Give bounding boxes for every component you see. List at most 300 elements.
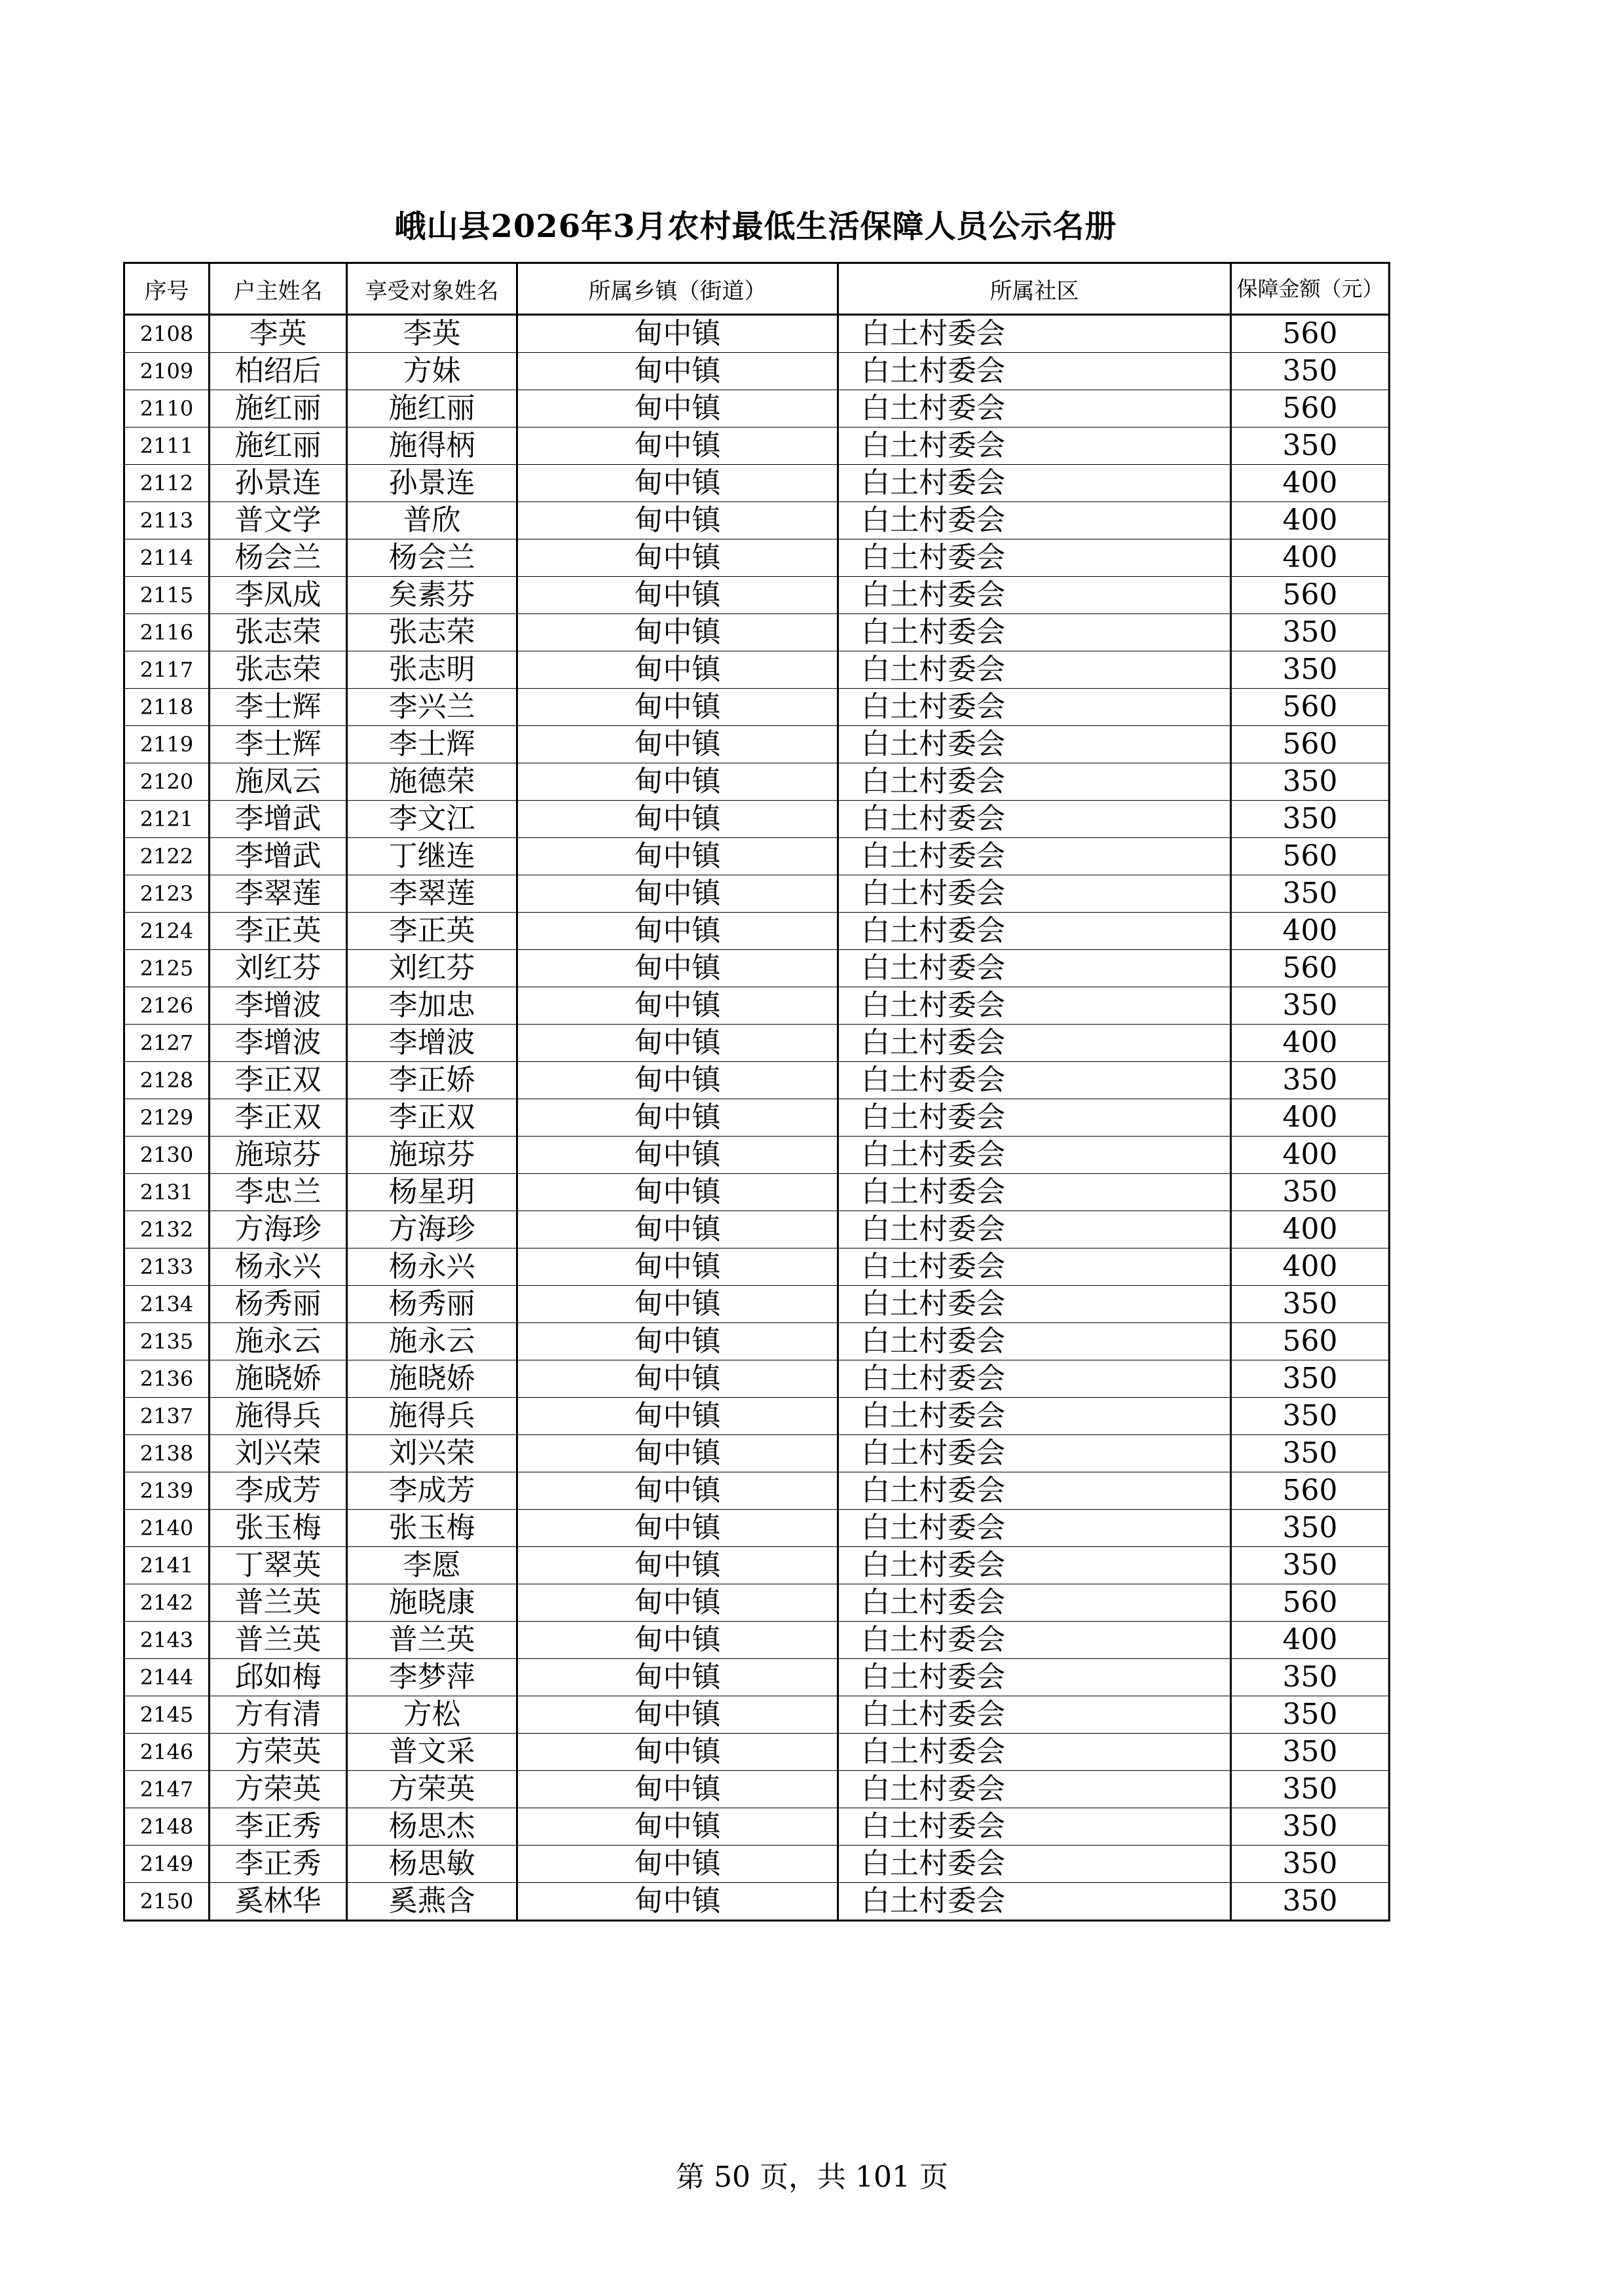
township-cell: 甸中镇 (517, 1659, 838, 1696)
beneficiary-cell: 施晓康 (347, 1584, 517, 1622)
amount-cell: 350 (1231, 1808, 1390, 1846)
table-row (124, 502, 1390, 539)
seq-cell: 2145 (124, 1696, 210, 1734)
seq-cell: 2143 (124, 1622, 210, 1659)
seq-cell: 2147 (124, 1771, 210, 1808)
seq-cell: 2122 (124, 838, 210, 875)
community-cell: 白土村委会 (838, 838, 1231, 875)
seq-cell: 2128 (124, 1062, 210, 1099)
seq-cell: 2110 (124, 390, 210, 428)
beneficiary-cell: 杨思杰 (347, 1808, 517, 1846)
community-cell: 白土村委会 (838, 1696, 1231, 1734)
beneficiary-cell: 李成芳 (347, 1472, 517, 1510)
amount-cell: 560 (1231, 838, 1390, 875)
household-head-cell: 李成芳 (210, 1472, 347, 1510)
beneficiary-cell: 刘兴荣 (347, 1435, 517, 1472)
township-cell: 甸中镇 (517, 763, 838, 801)
township-cell: 甸中镇 (517, 1472, 838, 1510)
household-head-cell: 邱如梅 (210, 1659, 347, 1696)
household-head-cell: 方荣英 (210, 1771, 347, 1808)
header-amount: 保障金额（元） (1231, 263, 1390, 315)
seq-cell: 2129 (124, 1099, 210, 1137)
beneficiary-cell: 刘红芬 (347, 950, 517, 987)
table-row (124, 577, 1390, 614)
household-head-cell: 奚林华 (210, 1883, 347, 1921)
community-cell: 白土村委会 (838, 1846, 1231, 1883)
community-cell: 白土村委会 (838, 651, 1231, 689)
amount-cell: 350 (1231, 1435, 1390, 1472)
seq-cell: 2134 (124, 1286, 210, 1323)
township-cell: 甸中镇 (517, 1808, 838, 1846)
beneficiary-cell: 张志荣 (347, 614, 517, 651)
township-cell: 甸中镇 (517, 1584, 838, 1622)
seq-cell: 2108 (124, 315, 210, 353)
table-row (124, 353, 1390, 390)
community-cell: 白土村委会 (838, 1584, 1231, 1622)
amount-cell: 560 (1231, 315, 1390, 353)
community-cell: 白土村委会 (838, 315, 1231, 353)
beneficiary-cell: 普兰英 (347, 1622, 517, 1659)
beneficiary-cell: 李梦萍 (347, 1659, 517, 1696)
amount-cell: 350 (1231, 987, 1390, 1025)
beneficiary-cell: 李兴兰 (347, 689, 517, 726)
amount-cell: 560 (1231, 390, 1390, 428)
roster-table (123, 262, 1390, 1922)
township-cell: 甸中镇 (517, 1360, 838, 1398)
beneficiary-cell: 施琼芬 (347, 1137, 517, 1174)
township-cell: 甸中镇 (517, 502, 838, 539)
beneficiary-cell: 杨星玥 (347, 1174, 517, 1211)
beneficiary-cell: 方松 (347, 1696, 517, 1734)
amount-cell: 560 (1231, 1323, 1390, 1360)
township-cell: 甸中镇 (517, 1622, 838, 1659)
table-row (124, 1174, 1390, 1211)
header-row (124, 263, 1390, 315)
community-cell: 白土村委会 (838, 1025, 1231, 1062)
table-row (124, 1584, 1390, 1622)
household-head-cell: 李士辉 (210, 726, 347, 763)
seq-cell: 2121 (124, 801, 210, 838)
seq-cell: 2150 (124, 1883, 210, 1921)
table-row (124, 1062, 1390, 1099)
community-cell: 白土村委会 (838, 1360, 1231, 1398)
township-cell: 甸中镇 (517, 465, 838, 502)
community-cell: 白土村委会 (838, 1211, 1231, 1248)
township-cell: 甸中镇 (517, 1025, 838, 1062)
community-cell: 白土村委会 (838, 1062, 1231, 1099)
amount-cell: 350 (1231, 1398, 1390, 1435)
township-cell: 甸中镇 (517, 1696, 838, 1734)
header-household-head: 户主姓名 (210, 263, 347, 315)
beneficiary-cell: 方海珍 (347, 1211, 517, 1248)
beneficiary-cell: 李加忠 (347, 987, 517, 1025)
township-cell: 甸中镇 (517, 1323, 838, 1360)
table-row (124, 390, 1390, 428)
community-cell: 白土村委会 (838, 465, 1231, 502)
beneficiary-cell: 杨会兰 (347, 539, 517, 577)
township-cell: 甸中镇 (517, 651, 838, 689)
seq-cell: 2135 (124, 1323, 210, 1360)
township-cell: 甸中镇 (517, 1248, 838, 1286)
beneficiary-cell: 李英 (347, 315, 517, 353)
amount-cell: 350 (1231, 875, 1390, 913)
household-head-cell: 李增武 (210, 838, 347, 875)
beneficiary-cell: 施得兵 (347, 1398, 517, 1435)
amount-cell: 400 (1231, 539, 1390, 577)
seq-cell: 2139 (124, 1472, 210, 1510)
amount-cell: 400 (1231, 913, 1390, 950)
amount-cell: 350 (1231, 1062, 1390, 1099)
household-head-cell: 李士辉 (210, 689, 347, 726)
table-row (124, 726, 1390, 763)
household-head-cell: 李正英 (210, 913, 347, 950)
table-row (124, 950, 1390, 987)
seq-cell: 2140 (124, 1510, 210, 1547)
table-row (124, 614, 1390, 651)
household-head-cell: 方海珍 (210, 1211, 347, 1248)
amount-cell: 560 (1231, 1584, 1390, 1622)
community-cell: 白土村委会 (838, 428, 1231, 465)
township-cell: 甸中镇 (517, 1099, 838, 1137)
beneficiary-cell: 李翠莲 (347, 875, 517, 913)
township-cell: 甸中镇 (517, 1547, 838, 1584)
amount-cell: 350 (1231, 1771, 1390, 1808)
amount-cell: 350 (1231, 1286, 1390, 1323)
household-head-cell: 李英 (210, 315, 347, 353)
township-cell: 甸中镇 (517, 987, 838, 1025)
beneficiary-cell: 普欣 (347, 502, 517, 539)
household-head-cell: 施琼芬 (210, 1137, 347, 1174)
seq-cell: 2132 (124, 1211, 210, 1248)
township-cell: 甸中镇 (517, 689, 838, 726)
township-cell: 甸中镇 (517, 1510, 838, 1547)
seq-cell: 2120 (124, 763, 210, 801)
community-cell: 白土村委会 (838, 1622, 1231, 1659)
township-cell: 甸中镇 (517, 1771, 838, 1808)
amount-cell: 560 (1231, 726, 1390, 763)
seq-cell: 2126 (124, 987, 210, 1025)
community-cell: 白土村委会 (838, 539, 1231, 577)
beneficiary-cell: 杨思敏 (347, 1846, 517, 1883)
household-head-cell: 刘兴荣 (210, 1435, 347, 1472)
table-row (124, 1696, 1390, 1734)
beneficiary-cell: 孙景连 (347, 465, 517, 502)
seq-cell: 2123 (124, 875, 210, 913)
header-seq: 序号 (124, 263, 210, 315)
header-township: 所属乡镇（街道） (517, 263, 838, 315)
township-cell: 甸中镇 (517, 950, 838, 987)
table-row (124, 539, 1390, 577)
township-cell: 甸中镇 (517, 838, 838, 875)
amount-cell: 560 (1231, 1472, 1390, 1510)
township-cell: 甸中镇 (517, 913, 838, 950)
community-cell: 白土村委会 (838, 801, 1231, 838)
township-cell: 甸中镇 (517, 315, 838, 353)
household-head-cell: 李正双 (210, 1099, 347, 1137)
seq-cell: 2124 (124, 913, 210, 950)
township-cell: 甸中镇 (517, 726, 838, 763)
seq-cell: 2148 (124, 1808, 210, 1846)
amount-cell: 350 (1231, 801, 1390, 838)
amount-cell: 350 (1231, 1659, 1390, 1696)
seq-cell: 2149 (124, 1846, 210, 1883)
household-head-cell: 孙景连 (210, 465, 347, 502)
table-row (124, 1622, 1390, 1659)
community-cell: 白土村委会 (838, 689, 1231, 726)
seq-cell: 2136 (124, 1360, 210, 1398)
amount-cell: 350 (1231, 353, 1390, 390)
beneficiary-cell: 李士辉 (347, 726, 517, 763)
beneficiary-cell: 杨永兴 (347, 1248, 517, 1286)
seq-cell: 2131 (124, 1174, 210, 1211)
household-head-cell: 丁翠英 (210, 1547, 347, 1584)
table-row (124, 913, 1390, 950)
header-beneficiary: 享受对象姓名 (347, 263, 517, 315)
beneficiary-cell: 李愿 (347, 1547, 517, 1584)
household-head-cell: 李正秀 (210, 1808, 347, 1846)
seq-cell: 2118 (124, 689, 210, 726)
amount-cell: 400 (1231, 1248, 1390, 1286)
township-cell: 甸中镇 (517, 428, 838, 465)
township-cell: 甸中镇 (517, 1286, 838, 1323)
household-head-cell: 施凤云 (210, 763, 347, 801)
household-head-cell: 李正秀 (210, 1846, 347, 1883)
header-community: 所属社区 (838, 263, 1231, 315)
beneficiary-cell: 奚燕含 (347, 1883, 517, 1921)
seq-cell: 2127 (124, 1025, 210, 1062)
table-row (124, 1211, 1390, 1248)
amount-cell: 400 (1231, 1622, 1390, 1659)
beneficiary-cell: 施得柄 (347, 428, 517, 465)
township-cell: 甸中镇 (517, 614, 838, 651)
amount-cell: 400 (1231, 1211, 1390, 1248)
township-cell: 甸中镇 (517, 390, 838, 428)
table-row (124, 651, 1390, 689)
community-cell: 白土村委会 (838, 1174, 1231, 1211)
community-cell: 白土村委会 (838, 1883, 1231, 1921)
household-head-cell: 李增波 (210, 1025, 347, 1062)
community-cell: 白土村委会 (838, 1398, 1231, 1435)
amount-cell: 400 (1231, 1099, 1390, 1137)
table-row (124, 1137, 1390, 1174)
township-cell: 甸中镇 (517, 1846, 838, 1883)
community-cell: 白土村委会 (838, 502, 1231, 539)
township-cell: 甸中镇 (517, 875, 838, 913)
table-row (124, 1398, 1390, 1435)
household-head-cell: 普文学 (210, 502, 347, 539)
page-footer: 第 50 页，共 101 页 (676, 2160, 948, 2194)
beneficiary-cell: 张志明 (347, 651, 517, 689)
township-cell: 甸中镇 (517, 353, 838, 390)
seq-cell: 2130 (124, 1137, 210, 1174)
table-row (124, 315, 1390, 353)
table-row (124, 1510, 1390, 1547)
seq-cell: 2114 (124, 539, 210, 577)
table-row (124, 1099, 1390, 1137)
community-cell: 白土村委会 (838, 1472, 1231, 1510)
household-head-cell: 施晓娇 (210, 1360, 347, 1398)
community-cell: 白土村委会 (838, 577, 1231, 614)
community-cell: 白土村委会 (838, 353, 1231, 390)
amount-cell: 350 (1231, 1547, 1390, 1584)
amount-cell: 350 (1231, 614, 1390, 651)
community-cell: 白土村委会 (838, 1659, 1231, 1696)
beneficiary-cell: 李正英 (347, 913, 517, 950)
amount-cell: 400 (1231, 1137, 1390, 1174)
township-cell: 甸中镇 (517, 1174, 838, 1211)
beneficiary-cell: 李文江 (347, 801, 517, 838)
table-row (124, 801, 1390, 838)
beneficiary-cell: 丁继连 (347, 838, 517, 875)
household-head-cell: 杨会兰 (210, 539, 347, 577)
table-row (124, 1734, 1390, 1771)
beneficiary-cell: 普文采 (347, 1734, 517, 1771)
seq-cell: 2113 (124, 502, 210, 539)
township-cell: 甸中镇 (517, 1734, 838, 1771)
township-cell: 甸中镇 (517, 1211, 838, 1248)
township-cell: 甸中镇 (517, 539, 838, 577)
beneficiary-cell: 施晓娇 (347, 1360, 517, 1398)
community-cell: 白土村委会 (838, 1137, 1231, 1174)
amount-cell: 350 (1231, 651, 1390, 689)
beneficiary-cell: 施红丽 (347, 390, 517, 428)
amount-cell: 560 (1231, 689, 1390, 726)
seq-cell: 2117 (124, 651, 210, 689)
seq-cell: 2142 (124, 1584, 210, 1622)
community-cell: 白土村委会 (838, 763, 1231, 801)
amount-cell: 350 (1231, 1734, 1390, 1771)
household-head-cell: 张志荣 (210, 651, 347, 689)
seq-cell: 2141 (124, 1547, 210, 1584)
seq-cell: 2125 (124, 950, 210, 987)
household-head-cell: 李忠兰 (210, 1174, 347, 1211)
community-cell: 白土村委会 (838, 1435, 1231, 1472)
table-row (124, 763, 1390, 801)
household-head-cell: 张志荣 (210, 614, 347, 651)
household-head-cell: 刘红芬 (210, 950, 347, 987)
community-cell: 白土村委会 (838, 1323, 1231, 1360)
amount-cell: 350 (1231, 1696, 1390, 1734)
household-head-cell: 李增波 (210, 987, 347, 1025)
seq-cell: 2109 (124, 353, 210, 390)
table-row (124, 1248, 1390, 1286)
community-cell: 白土村委会 (838, 950, 1231, 987)
beneficiary-cell: 杨秀丽 (347, 1286, 517, 1323)
table-row (124, 428, 1390, 465)
beneficiary-cell: 方妹 (347, 353, 517, 390)
table-row (124, 875, 1390, 913)
household-head-cell: 普兰英 (210, 1584, 347, 1622)
seq-cell: 2115 (124, 577, 210, 614)
household-head-cell: 杨秀丽 (210, 1286, 347, 1323)
amount-cell: 350 (1231, 1510, 1390, 1547)
community-cell: 白土村委会 (838, 913, 1231, 950)
household-head-cell: 方有清 (210, 1696, 347, 1734)
seq-cell: 2133 (124, 1248, 210, 1286)
township-cell: 甸中镇 (517, 801, 838, 838)
table-row (124, 689, 1390, 726)
community-cell: 白土村委会 (838, 987, 1231, 1025)
household-head-cell: 李正双 (210, 1062, 347, 1099)
community-cell: 白土村委会 (838, 1808, 1231, 1846)
table-row (124, 1771, 1390, 1808)
seq-cell: 2137 (124, 1398, 210, 1435)
seq-cell: 2111 (124, 428, 210, 465)
community-cell: 白土村委会 (838, 1771, 1231, 1808)
seq-cell: 2112 (124, 465, 210, 502)
household-head-cell: 方荣英 (210, 1734, 347, 1771)
township-cell: 甸中镇 (517, 1435, 838, 1472)
beneficiary-cell: 施永云 (347, 1323, 517, 1360)
township-cell: 甸中镇 (517, 577, 838, 614)
amount-cell: 400 (1231, 465, 1390, 502)
amount-cell: 350 (1231, 763, 1390, 801)
table-row (124, 1025, 1390, 1062)
community-cell: 白土村委会 (838, 614, 1231, 651)
household-head-cell: 施得兵 (210, 1398, 347, 1435)
household-head-cell: 施红丽 (210, 428, 347, 465)
table-row (124, 1323, 1390, 1360)
beneficiary-cell: 矣素芬 (347, 577, 517, 614)
community-cell: 白土村委会 (838, 1734, 1231, 1771)
table-row (124, 1286, 1390, 1323)
township-cell: 甸中镇 (517, 1883, 838, 1921)
amount-cell: 350 (1231, 1883, 1390, 1921)
township-cell: 甸中镇 (517, 1398, 838, 1435)
amount-cell: 350 (1231, 1846, 1390, 1883)
community-cell: 白土村委会 (838, 390, 1231, 428)
beneficiary-cell: 方荣英 (347, 1771, 517, 1808)
community-cell: 白土村委会 (838, 1547, 1231, 1584)
household-head-cell: 李凤成 (210, 577, 347, 614)
household-head-cell: 李翠莲 (210, 875, 347, 913)
table-body (124, 315, 1390, 1921)
household-head-cell: 李增武 (210, 801, 347, 838)
household-head-cell: 张玉梅 (210, 1510, 347, 1547)
table-row (124, 1659, 1390, 1696)
beneficiary-cell: 李正双 (347, 1099, 517, 1137)
seq-cell: 2119 (124, 726, 210, 763)
community-cell: 白土村委会 (838, 1099, 1231, 1137)
community-cell: 白土村委会 (838, 726, 1231, 763)
community-cell: 白土村委会 (838, 1248, 1231, 1286)
beneficiary-cell: 李增波 (347, 1025, 517, 1062)
amount-cell: 400 (1231, 502, 1390, 539)
table-row (124, 1883, 1390, 1921)
amount-cell: 350 (1231, 1360, 1390, 1398)
seq-cell: 2146 (124, 1734, 210, 1771)
seq-cell: 2138 (124, 1435, 210, 1472)
table-row (124, 838, 1390, 875)
household-head-cell: 杨永兴 (210, 1248, 347, 1286)
amount-cell: 400 (1231, 1025, 1390, 1062)
amount-cell: 350 (1231, 428, 1390, 465)
household-head-cell: 施永云 (210, 1323, 347, 1360)
seq-cell: 2116 (124, 614, 210, 651)
community-cell: 白土村委会 (838, 1510, 1231, 1547)
household-head-cell: 柏绍后 (210, 353, 347, 390)
amount-cell: 560 (1231, 950, 1390, 987)
community-cell: 白土村委会 (838, 1286, 1231, 1323)
household-head-cell: 普兰英 (210, 1622, 347, 1659)
beneficiary-cell: 李正娇 (347, 1062, 517, 1099)
seq-cell: 2144 (124, 1659, 210, 1696)
page-title: 峨山县2026年3月农村最低生活保障人员公示名册 (394, 208, 1117, 245)
amount-cell: 560 (1231, 577, 1390, 614)
table-row (124, 987, 1390, 1025)
amount-cell: 350 (1231, 1174, 1390, 1211)
beneficiary-cell: 张玉梅 (347, 1510, 517, 1547)
